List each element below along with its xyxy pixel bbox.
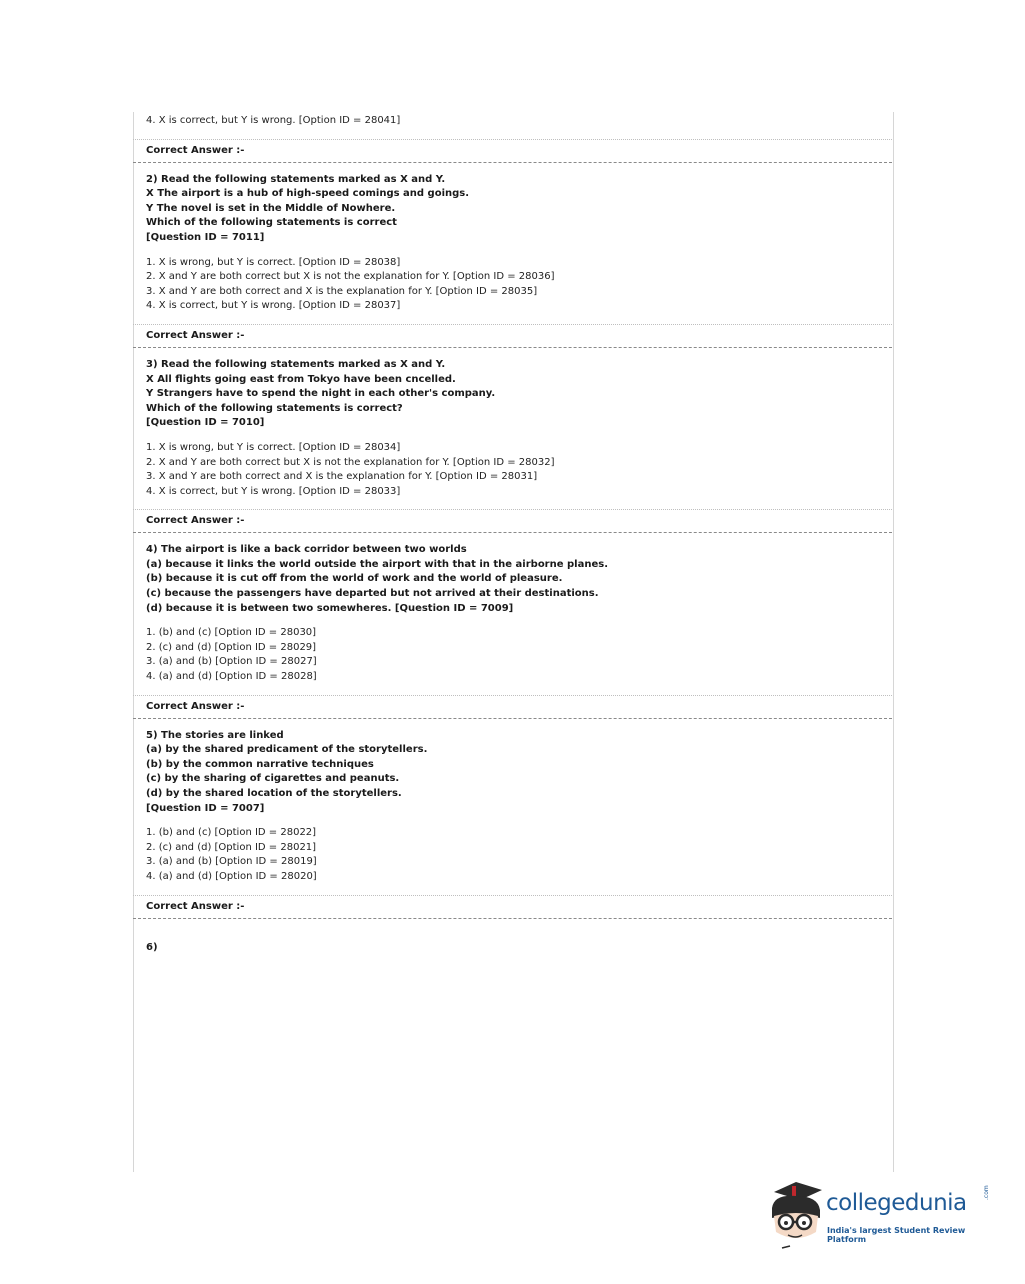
question-line: 5) The stories are linked [146,729,284,741]
question-line: X All flights going east from Tokyo have been cncelled. [146,373,456,385]
question-line: (a) by the shared predicament of the storytellers. [146,744,428,756]
option-item: 4. X is correct, but Y is wrong. [Option ID = 28037] [146,300,401,312]
logo-tagline: India's largest Student Review Platform [827,1226,966,1244]
option-item: 3. (a) and (b) [Option ID = 28027] [146,656,317,668]
option-list [146,441,886,499]
question-line: Which of the following statements is correct? [146,402,403,414]
divider [133,718,892,719]
correct-answer-label: Correct Answer :- [146,515,245,527]
question-line: (b) by the common narrative techniques [146,758,374,770]
option-list [146,626,886,684]
divider [133,347,892,348]
question-line: 3) Read the following statements marked as X and Y. [146,358,446,370]
question-number: 6) [146,941,158,953]
logo-wordmark: collegedunia [826,1190,967,1216]
question-paper [146,114,886,955]
option-item: 4. X is correct, but Y is wrong. [Option ID = 28033] [146,485,401,497]
option-item: 3. (a) and (b) [Option ID = 28019] [146,856,317,868]
option-item: 4. (a) and (d) [Option ID = 28028] [146,671,317,683]
question-id: [Question ID = 7007] [146,802,265,814]
question-block [146,358,886,431]
question-line: (a) because it links the world outside the airport with that in the airborne planes. [146,558,608,570]
option-item: 3. X and Y are both correct and X is the explanation for Y. [Option ID = 28031] [146,471,538,483]
option-item: 1. X is wrong, but Y is correct. [Option ID = 28034] [146,441,401,453]
divider [133,162,892,163]
question-line: (b) because it is cut off from the world of work and the world of pleasure. [146,573,563,585]
question-id: [Question ID = 7010] [146,417,265,429]
option-item: 2. (c) and (d) [Option ID = 28029] [146,641,317,653]
option-list [146,826,886,884]
correct-answer-label: Correct Answer :- [146,329,245,341]
question-block [146,543,886,616]
option-item: 2. (c) and (d) [Option ID = 28021] [146,841,317,853]
divider [133,532,892,533]
correct-answer-label: Correct Answer :- [146,700,245,712]
question-line: X The airport is a hub of high-speed comings and goings. [146,188,470,200]
question-line: 2) Read the following statements marked as X and Y. [146,173,446,185]
question-line: (c) because the passengers have departed but not arrived at their destinations. [146,588,599,600]
question-block [146,173,886,246]
question-line: (c) by the sharing of cigarettes and peanuts. [146,773,400,785]
question-line: (d) because it is between two somewheres. [Question ID = 7009] [146,602,514,614]
option-item: 4. (a) and (d) [Option ID = 28020] [146,870,317,882]
question-line: Which of the following statements is correct [146,217,397,229]
question-id: [Question ID = 7011] [146,231,265,243]
correct-answer-label: Correct Answer :- [146,144,245,156]
option-item: 3. X and Y are both correct and X is the explanation for Y. [Option ID = 28035] [146,285,538,297]
option-item: 4. X is correct, but Y is wrong. [Option ID = 28041] [146,115,401,126]
mascot-icon [766,1178,826,1250]
correct-answer-label: Correct Answer :- [146,900,245,912]
question-line: Y Strangers have to spend the night in each other's company. [146,388,496,400]
option-item: 2. X and Y are both correct but X is not the explanation for Y. [Option ID = 28032] [146,456,555,468]
question-block [146,729,886,817]
collegedunia-logo [766,1178,996,1250]
option-item: 1. X is wrong, but Y is correct. [Option ID = 28038] [146,256,401,268]
option-item: 1. (b) and (c) [Option ID = 28030] [146,627,317,639]
option-list [146,256,886,314]
question-line: Y The novel is set in the Middle of Nowhere. [146,202,396,214]
option-item: 1. (b) and (c) [Option ID = 28022] [146,827,317,839]
logo-dotcom: .com [983,1185,990,1200]
question-line: (d) by the shared location of the storytellers. [146,788,402,799]
question-line: 4) The airport is like a back corridor between two worlds [146,544,467,556]
option-item: 2. X and Y are both correct but X is not the explanation for Y. [Option ID = 28036] [146,271,555,283]
